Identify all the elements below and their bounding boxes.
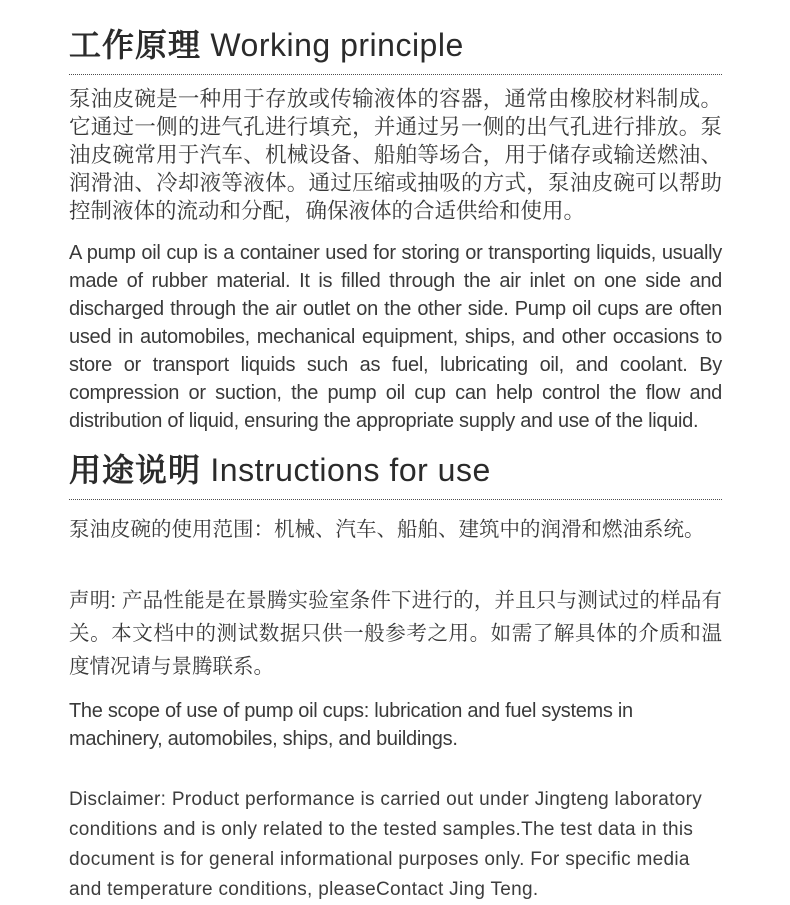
instructions-title bbox=[69, 451, 722, 489]
section-instructions-for-use bbox=[69, 451, 722, 905]
working-principle-paragraph-zh: 泵油皮碗是一种用于存放或传输液体的容器，通常由橡胶材料制成。它通过一侧的进气孔进行填充，并通过另一侧的出气孔进行排放。泵油皮碗常用于汽车、机械设备、船舶等场合，用于储存或输送燃油、润滑油、冷却液等液体。通过压缩或抽吸的方式，泵油皮碗可以帮助控制液体的流动和分配，确保液体的合适供给和使用。 bbox=[69, 87, 722, 223]
dotted-divider bbox=[69, 74, 722, 75]
section-working-principle bbox=[69, 26, 722, 435]
working-principle-paragraph-en: A pump oil cup is a container used for storing or transporting liquids, usually made of rubber material. It is filled through the air inlet on one side and discharged through the air outlet on the other side. Pump oil cups are often used in automobiles, mechanical equipment, ships, and other occasions to store or transport liquids such as fuel, lubricating oil, and coolant. By compression or suction, the pump oil cup can help control the flow and distribution of liquid, ensuring the appropriate supply and use of the liquid. bbox=[69, 242, 722, 432]
instructions-scope-zh: 泵油皮碗的使用范围：机械、汽车、船舶、建筑中的润滑和燃油系统。 bbox=[69, 518, 705, 541]
instructions-title-en: Instructions for use bbox=[210, 452, 491, 488]
dotted-divider bbox=[69, 499, 722, 500]
instructions-disclaimer-zh: 声明: 产品性能是在景腾实验室条件下进行的，并且只与测试过的样品有关。本文档中的测试数据只供一般参考之用。如需了解具体的介质和温度情况请与景腾联系。 bbox=[69, 589, 722, 678]
working-principle-title-zh: 工作原理 bbox=[69, 27, 202, 63]
instructions-disclaimer-en: Disclaimer: Product performance is carried out under Jingteng laboratory conditions and is only related to the tested samples.The test data in this document is for general informational purposes only. For specific media and temperature conditions, pleaseContact Jing Teng. bbox=[69, 789, 703, 900]
working-principle-title-en: Working principle bbox=[210, 27, 464, 63]
instructions-scope-en: The scope of use of pump oil cups: lubrication and fuel systems in machinery, automobiles, ships, and buildings. bbox=[69, 700, 633, 750]
working-principle-title bbox=[69, 26, 722, 64]
instructions-title-zh: 用途说明 bbox=[69, 452, 202, 488]
